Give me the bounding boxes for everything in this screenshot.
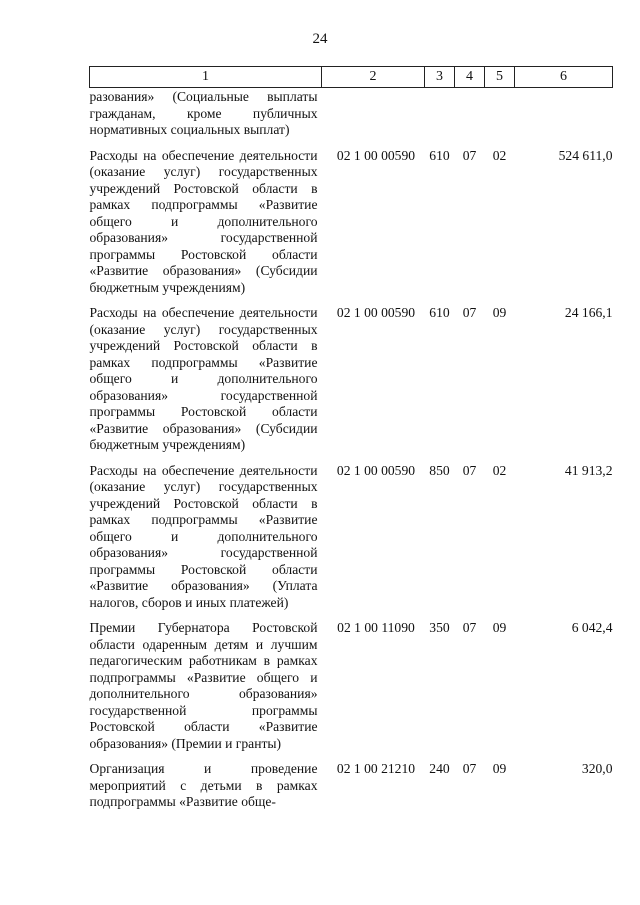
column-header-amount: 6 xyxy=(515,67,613,88)
target-article: 02 1 00 00590 xyxy=(336,462,416,478)
target-article: 02 1 00 00590 xyxy=(336,305,416,320)
subsection xyxy=(485,88,515,148)
amount: 524 611,0 xyxy=(558,147,613,163)
target-article: 02 1 00 00590 xyxy=(336,147,416,163)
expense-name: Расходы на обеспечение деятельности (оказание услуг) государственных учреждений Ростовской области в рамках подпрограммы «Развитие общего и дополнительного образования» государственной программы Ростовской области «Развитие образования» (Уплата налогов, сборов и иных платежей) xyxy=(89,462,318,610)
amount: 24 166,1 xyxy=(564,305,613,320)
section: 07 xyxy=(462,147,477,163)
subsection: 09 xyxy=(492,761,507,776)
amount: 41 913,2 xyxy=(564,462,613,478)
table-row xyxy=(90,620,613,761)
subsection: 02 xyxy=(492,147,507,163)
amount: 320,0 xyxy=(581,761,613,776)
subsection: 02 xyxy=(492,462,507,478)
header-row xyxy=(90,67,613,88)
column-header-target: 2 xyxy=(322,67,425,88)
expense-name: Премии Губернатора Ростовской области одаренным детям и лучшим педагогическим работникам в рамках подпрограммы «Развитие общего и дополнительного образования» государственной программы Ростовской области «Развитие образования» (Премии и гранты) xyxy=(89,620,318,751)
subsection: 09 xyxy=(492,305,507,320)
subsection: 09 xyxy=(492,620,507,635)
section: 07 xyxy=(462,305,477,320)
expense-type: 610 xyxy=(429,147,450,163)
table-row xyxy=(90,148,613,306)
section xyxy=(455,88,485,148)
column-header-type: 3 xyxy=(425,67,455,88)
section: 07 xyxy=(462,462,477,478)
table-row xyxy=(90,88,613,148)
target-article xyxy=(322,88,425,148)
table-body xyxy=(90,88,613,820)
expense-name: Расходы на обеспечение деятельности (оказание услуг) государственных учреждений Ростовской области в рамках подпрограммы «Развитие общего и дополнительного образования» государственной программы Ростовской области «Развитие образования» (Субсидии бюджетным учреждениям) xyxy=(89,305,318,452)
expense-type: 850 xyxy=(429,462,450,478)
expense-type xyxy=(425,88,455,148)
expense-name: Расходы на обеспечение деятельности (оказание услуг) государственных учреждений Ростовской области в рамках подпрограммы «Развитие общего и дополнительного образования» государственной программы Ростовской области «Развитие образования» (Субсидии бюджетным учреждениям) xyxy=(89,147,318,295)
table-row xyxy=(90,761,613,820)
column-header-subsection: 5 xyxy=(485,67,515,88)
column-header-name: 1 xyxy=(90,67,322,88)
section: 07 xyxy=(462,761,477,776)
column-header-section: 4 xyxy=(455,67,485,88)
target-article: 02 1 00 11090 xyxy=(337,620,415,635)
expense-type: 610 xyxy=(429,305,450,320)
budget-table xyxy=(89,66,613,820)
section: 07 xyxy=(462,620,477,635)
table-header xyxy=(90,67,613,88)
amount xyxy=(515,88,613,148)
expense-name: разования» (Социальные выплаты гражданам, кроме публичных нормативных социальных выплат) xyxy=(89,89,318,137)
expense-type: 350 xyxy=(429,620,450,635)
page-number: 24 xyxy=(312,31,328,47)
table-row xyxy=(90,463,613,621)
target-article: 02 1 00 21210 xyxy=(336,761,416,776)
amount: 6 042,4 xyxy=(571,620,613,635)
expense-type: 240 xyxy=(429,761,450,776)
expense-name: Организация и проведение мероприятий с детьми в рамках подпрограммы «Развитие обще- xyxy=(89,761,318,809)
table-row xyxy=(90,305,613,463)
